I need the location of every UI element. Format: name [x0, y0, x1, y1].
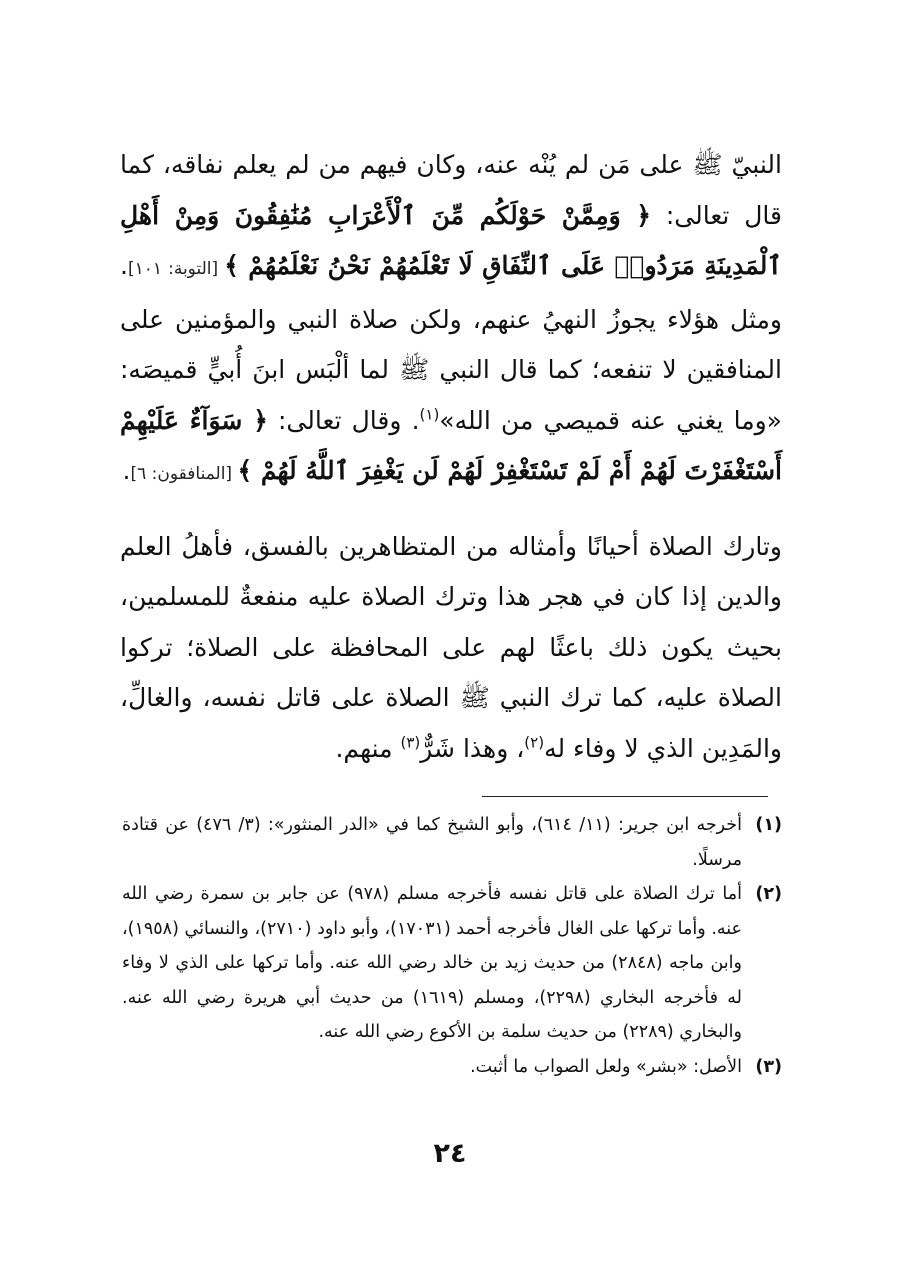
footnote-separator	[482, 796, 768, 797]
verse-citation-tawbah: [التوبة: ١٠١]	[127, 259, 225, 279]
footnote-ref-2[interactable]: (٢)	[524, 733, 545, 752]
quran-verse-munafiqun: ﴿ سَوَآءٌ عَلَيْهِمْ أَسْتَغْفَرْتَ لَهُمْ أَمْ لَمْ تَسْتَغْفِرْ لَهُمْ لَن يَغْفِرَ ٱللَّهُ لَهُمْ ﴾	[120, 405, 782, 485]
footnote-text: أخرجه ابن جرير: (١١/ ٦١٤)، وأبو الشيخ كما في «الدر المنثور»: (٣/ ٤٧٦) عن قتادة مرسلًا.	[122, 815, 742, 870]
footnote-number: (١)	[755, 815, 782, 835]
p2-text-2: ، وهذا شَرٌّ	[420, 733, 525, 763]
footnote-ref-1[interactable]: (١)	[419, 405, 440, 424]
main-text	[120, 140, 782, 774]
paragraph-2	[120, 522, 782, 775]
footnotes	[122, 808, 782, 1084]
p2-text-3: منهم.	[335, 733, 401, 763]
footnote-ref-3[interactable]: (٣)	[400, 733, 421, 752]
footnote-item	[122, 808, 782, 877]
footnote-item	[122, 877, 782, 1050]
p1-text-3: . وقال تعالى:	[267, 405, 420, 435]
footnote-number: (٣)	[755, 1056, 782, 1077]
footnote-item	[122, 1050, 782, 1085]
p2-text-1: وتارك الصلاة أحيانًا وأمثاله من المتظاهرين بالفسق، فأهلُ العلم والدين إذا كان في هجر هذا وترك الصلاة عليه منفعةٌ للمسلمين، بحيث يكون ذلك باعثًا لهم على المحافظة على الصلاة؛ تركوا الصلاة عليه، كما ترك النبي ﷺ الصلاة على قاتل نفسه، والغالِّ، والمَدِين الذي لا وفاء له	[120, 531, 782, 763]
footnote-text: الأصل: «بشر» ولعل الصواب ما أثبت.	[470, 1056, 742, 1077]
footnote-number: (٢)	[755, 884, 782, 904]
paragraph-1	[120, 140, 782, 500]
footnote-text: أما ترك الصلاة على قاتل نفسه فأخرجه مسلم (٩٧٨) عن جابر بن سمرة رضي الله عنه. وأما تركها على الغال فأخرجه أحمد (١٧٠٣١)، وأبو داود (٢٧١٠)، والنسائي (١٩٥٨)، وابن ماجه (٢٨٤٨) من حديث زيد بن خالد رضي الله عنه. وأما تركها على الذي لا وفاء له فأخرجه البخاري (٢٢٩٨)، ومسلم (١٦١٩) من حديث أبي هريرة رضي الله عنه. والبخاري (٢٢٨٩) من حديث سلمة بن الأكوع رضي الله عنه.	[122, 884, 742, 1042]
p1-text-4: .	[122, 456, 131, 485]
quran-verse-tawbah: ﴿ وَمِمَّنْ حَوْلَكُم مِّنَ ٱلْأَعْرَابِ مُنَٰفِقُونَ وَمِنْ أَهْلِ ٱلْمَدِينَةِ مَرَدُوا۟ عَلَى ٱلنِّفَاقِ لَا تَعْلَمُهُمْ نَحْنُ نَعْلَمُهُمْ ﴾	[120, 200, 783, 280]
page-number: ٢٤	[433, 1138, 467, 1169]
p1-text-1: النبيّ ﷺ على مَن لم يُنْه عنه، وكان فيهم من لم يعلم نفاقه، كما قال تعالى:	[120, 150, 782, 230]
verse-citation-munafiqun: [المنافقون: ٦]	[130, 464, 238, 484]
p1-text-2: . ومثل هؤلاء يجوزُ النهيُ عنهم، ولكن صلاة النبي والمؤمنين على المنافقين لا تنفعه؛ كما قال النبي ﷺ لما ألْبَس ابنَ أُبيٍّ قميصَه: «وما يغني عنه قميصي من الله»	[120, 251, 782, 435]
